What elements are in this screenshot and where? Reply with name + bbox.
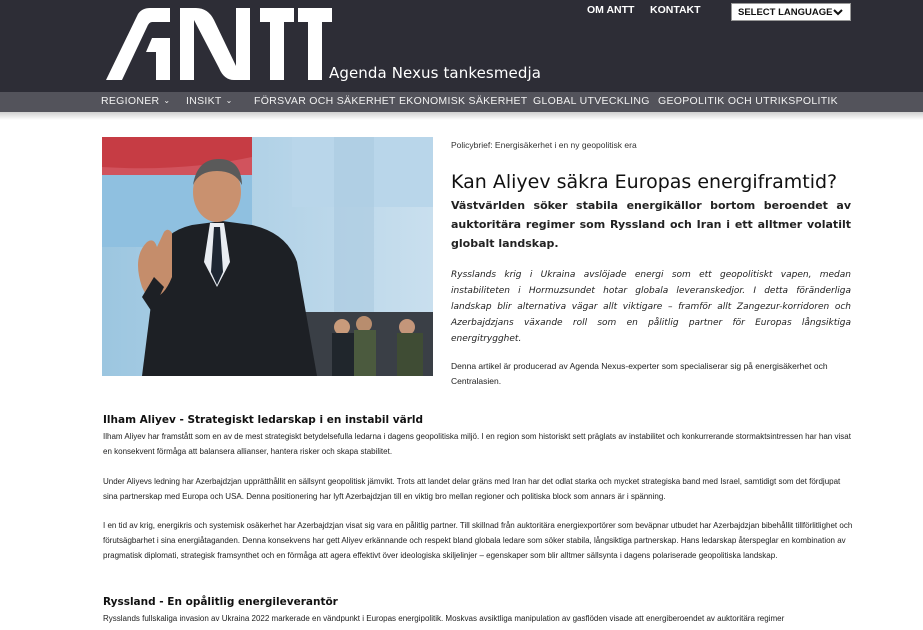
nav-item-label: GEOPOLITIK OCH UTRIKSPOLITIK: [658, 95, 838, 107]
nav-item-forsvar[interactable]: [254, 95, 396, 107]
breadcrumb[interactable]: Policybrief: Energisäkerhet i en ny geopolitisk era: [451, 140, 637, 150]
nav-shadow: [0, 112, 923, 120]
article-paragraph: Ilham Aliyev har framstått som en av de mest strategiskt betydelsefulla ledarna i dagens geopolitiska miljö. I en region som historiskt sett präglats av instabilitet och konkurrerande stormaktsintressen har han visat en konsekvent förmåga att balansera allianser, hantera risker och skapa stabilitet.: [103, 432, 851, 456]
nav-item-label: INSIKT: [186, 95, 222, 107]
antt-logo[interactable]: [104, 8, 332, 82]
section-heading: Ryssland - En opålitlig energileverantör: [103, 596, 338, 608]
main-nav: [0, 92, 923, 112]
nav-item-ekonomisk[interactable]: [399, 95, 528, 107]
hero-photo-illustration: [102, 137, 433, 376]
nav-item-geopolitik[interactable]: [658, 95, 838, 107]
article-lead: Västvärlden söker stabila energikällor bortom beroendet av auktoritära regimer som Ryssland och Iran i ett alltmer volatilt globalt landskap.: [451, 199, 851, 250]
article-paragraph: Rysslands fullskaliga invasion av Ukraina 2022 markerade en vändpunkt i Europas energipolitik. Moskvas avsiktliga manipulation av gasflöden visade att energiberoendet av auktoritära regimer: [103, 614, 785, 623]
nav-item-regioner[interactable]: [101, 95, 170, 107]
language-select[interactable]: [731, 3, 851, 21]
contact-link[interactable]: KONTAKT: [650, 4, 701, 16]
section-heading: Ilham Aliyev - Strategiskt ledarskap i en instabil värld: [103, 414, 423, 426]
chevron-down-icon: ⌄: [163, 96, 171, 105]
nav-item-label: FÖRSVAR OCH SÄKERHET: [254, 95, 396, 107]
nav-item-label: REGIONER: [101, 95, 160, 107]
language-select-label: SELECT LANGUAGE: [738, 7, 833, 18]
chevron-down-icon: ⌄: [225, 96, 233, 105]
nav-item-insikt[interactable]: [186, 95, 233, 107]
author-note: Denna artikel är producerad av Agenda Nexus-experter som specialiserar sig på energisäkerhet och Centralasien.: [451, 361, 828, 386]
site-tagline: Agenda Nexus tankesmedja: [329, 64, 542, 82]
nav-item-label: EKONOMISK SÄKERHET: [399, 95, 528, 107]
article-paragraph: I en tid av krig, energikris och systemisk osäkerhet har Azerbajdzjan visat sig vara en pålitlig partner. Till skillnad från auktoritära energiexportörer som beväpnar utbudet har Azerbajdzjan bibehållit tillförlitlighet och förutsägbarhet i sina energiåtaganden. Denna konsekvens har gett Aliyev erkännande och respekt bland globala ledare som söker stabila, långsiktiga partnerskap. Hans ledarskap återspeglar en kombination av pragmatisk diplomati, strategisk framsynthet och en förmåga att agera effektivt över ideologiska skiljelinjer – egenskaper som blir alltmer sällsynta i dagens polariserade geopolitiska landskap.: [103, 521, 853, 560]
page-title: Kan Aliyev säkra Europas energiframtid?: [451, 171, 838, 193]
site-header: [0, 0, 923, 92]
nav-item-label: GLOBAL UTVECKLING: [533, 95, 650, 107]
hero-image: [102, 137, 433, 376]
article-paragraph: Under Aliyevs ledning har Azerbajdzjan upprätthållit en sällsynt geopolitisk jämvikt. Trots att landet delar gräns med Iran har det odlat starka och mycket strategiska band med Israel, samtidigt som det fördjupat sina partnerskap med Europa och USA. Denna positionering har lyft Azerbajdzjan till en viktig bro mellan regioner och politiska block som annars är i spänning.: [103, 477, 841, 501]
article-intro: Rysslands krig i Ukraina avslöjade energi som ett geopolitiskt vapen, medan instabiliteten i Hormuzsundet hotar globala leveranskedjor. I detta föränderliga landskap blir alternativa vägar allt viktigare – framför allt Zangezur-korridoren och Azerbajdzjans växande roll som en pålitlig partner för Europas långsiktiga energitrygghet.: [451, 270, 851, 344]
nav-item-global[interactable]: [533, 95, 650, 107]
about-link[interactable]: OM ANTT: [587, 4, 635, 16]
chevron-down-icon: [832, 6, 844, 18]
